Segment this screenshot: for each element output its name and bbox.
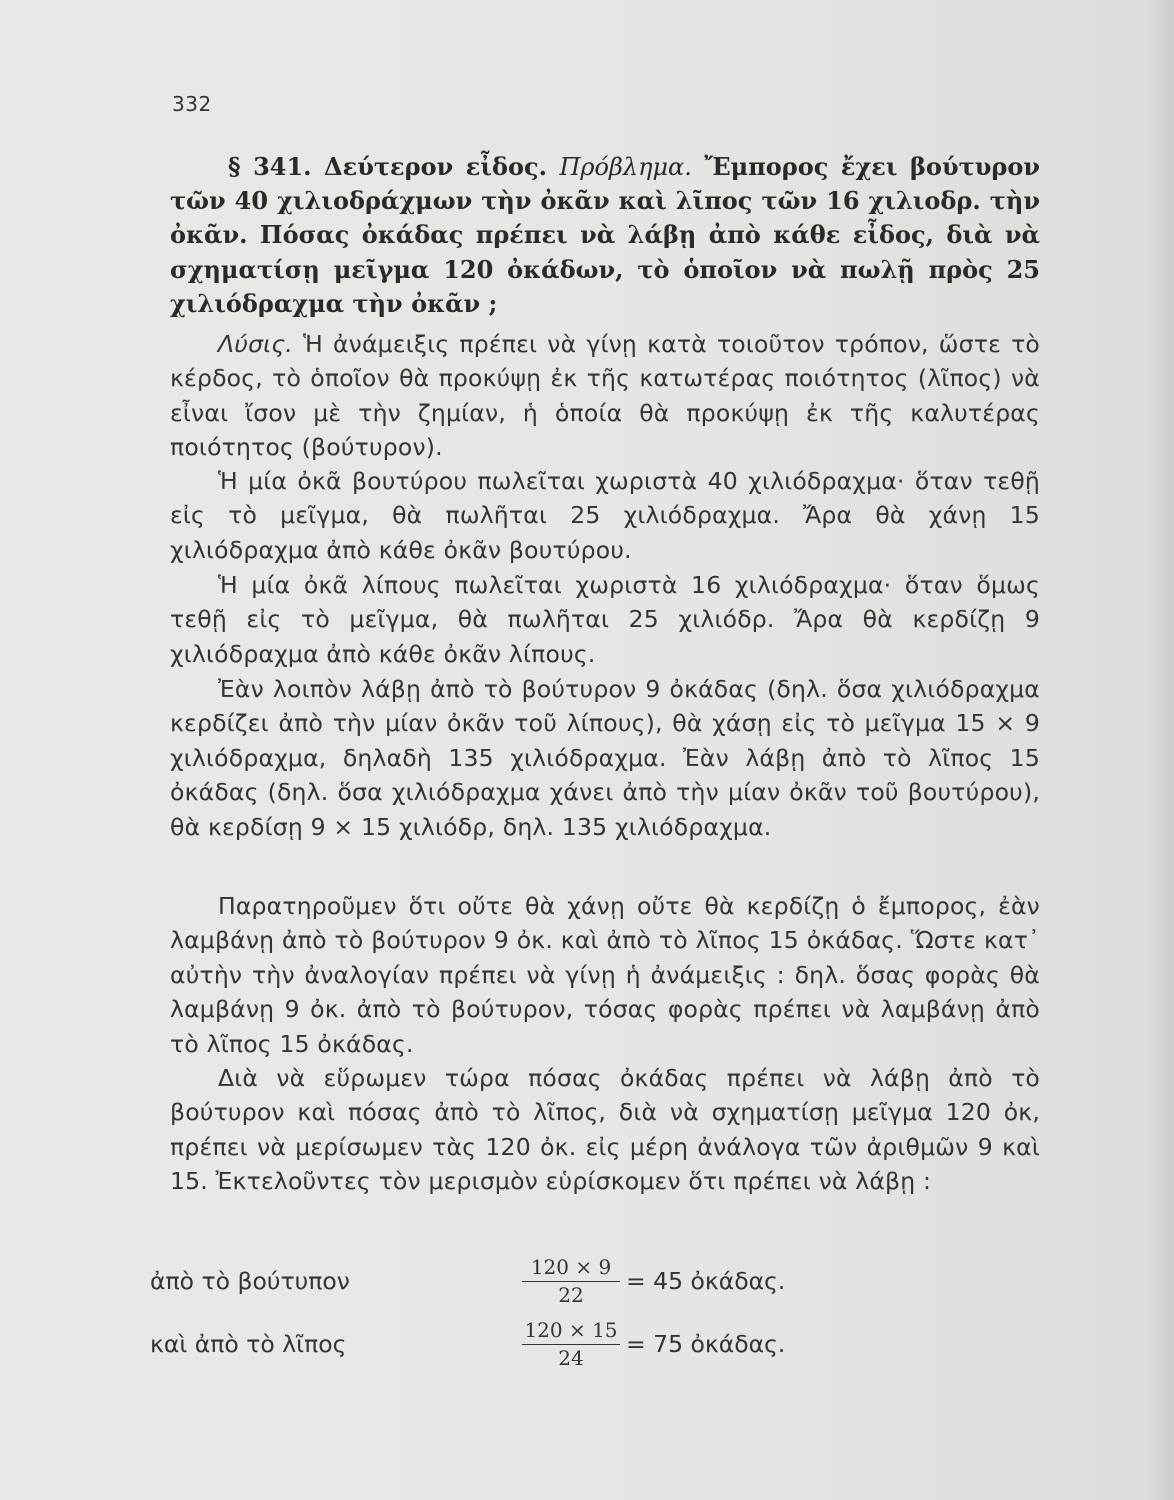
formula-result: = 45 ὀκάδας. xyxy=(626,1267,786,1295)
solution-paragraph-1-text: Ἡ ἀνάμειξις πρέπει νὰ γίνῃ κατὰ τοιοῦτον τρόπον, ὥστε τὸ κέρδος, τὸ ὁποῖον θὰ προκύψῃ ἐκ τῆς κατωτέρας ποιότητος (λῖπος) νὰ εἶναι ἴσον μὲ τὴν ζημίαν, ἡ ὁποία θὰ προκύψῃ ἐκ τῆς καλυτέρας ποιότητος (βούτυρον). xyxy=(170,330,1040,462)
fraction xyxy=(522,1255,620,1308)
problem-label: Πρόβλημα. xyxy=(559,153,692,181)
solution-paragraph-3: Ἡ μία ὀκᾶ λίπους πωλεῖται χωριστὰ 16 χιλιόδραχμα· ὅταν ὅμως τεθῇ εἰς τὸ μεῖγμα, θὰ πωλῆται 25 χιλιόδρ. Ἄρα θὰ κερδίζῃ 9 χιλιόδραχμα ἀπὸ κάθε ὀκᾶν λίπους. xyxy=(170,571,1040,668)
section-heading: § 341. Δεύτερον εἶδος. xyxy=(228,152,547,181)
problem-statement xyxy=(170,150,1040,321)
page-edge-shadow xyxy=(1148,0,1174,1500)
fraction xyxy=(522,1318,620,1371)
solution-paragraph-1 xyxy=(170,327,1040,465)
formula-label: ἀπὸ τὸ βούτυπον xyxy=(150,1267,350,1295)
solution-paragraph-6: Διὰ νὰ εὕρωμεν τώρα πόσας ὀκάδας πρέπει νὰ λάβῃ ἀπὸ τὸ βούτυρον καὶ πόσας ἀπὸ τὸ λῖπος, διὰ νὰ σχηματίσῃ μεῖγμα 120 ὀκ, πρέπει νὰ μερίσωμεν τὰς 120 ὀκ. εἰς μέρη ἀνάλογα τῶν ἀριθμῶν 9 καὶ 15. Ἐκτελοῦντες τὸν μερισμὸν εὑρίσκομεν ὅτι πρέπει νὰ λάβῃ : xyxy=(170,1064,1040,1196)
problem-text: Ἔμπορος ἔχει βούτυρον τῶν 40 χιλιοδράχμων τὴν ὀκᾶν καὶ λῖπος τῶν 16 χιλιοδρ. τὴν ὀκᾶν. Πόσας ὀκάδας πρέπει νὰ λάβῃ ἀπὸ κάθε εἶδος, διὰ νὰ σχηματίσῃ μεῖγμα 120 ὀκάδων, τὸ ὁποῖον νὰ πωλῇ πρὸς 25 χιλιόδραχμα τὴν ὀκᾶν ; xyxy=(170,152,1041,318)
fraction-numerator: 120 × 15 xyxy=(522,1318,620,1345)
fraction-denominator: 24 xyxy=(558,1346,584,1370)
solution-paragraph-5: Παρατηροῦμεν ὅτι οὔτε θὰ χάνῃ οὔτε θὰ κερδίζῃ ὁ ἔμπορος, ἐὰν λαμβάνῃ ἀπὸ τὸ βούτυρον 9 ὀκ. καὶ ἀπὸ τὸ λῖπος 15 ὀκάδας. Ὥστε κατ᾽ αὐτὴν τὴν ἀναλογίαν πρέπει νὰ γίνῃ ἡ ἀνάμειξις : δηλ. ὅσας φορὰς θὰ λαμβάνῃ 9 ὀκ. ἀπὸ τὸ βούτυρον, τόσας φορὰς πρέπει νὰ λαμβάνῃ ἀπὸ τὸ λῖπος 15 ὀκάδας. xyxy=(170,892,1040,1058)
solution-label: Λύσις. xyxy=(218,330,293,358)
formula-fat xyxy=(150,1318,950,1378)
formula-result: = 75 ὀκάδας. xyxy=(626,1330,786,1358)
formula-label: καὶ ἀπὸ τὸ λῖπος xyxy=(150,1330,347,1358)
fraction-numerator: 120 × 9 xyxy=(522,1255,620,1282)
solution-paragraph-2: Ἡ μία ὀκᾶ βουτύρου πωλεῖται χωριστὰ 40 χιλιόδραχμα· ὅταν τεθῇ εἰς τὸ μεῖγμα, θὰ πωλῆται 25 χιλιόδραχμα. Ἄρα θὰ χάνῃ 15 χιλιόδραχμα ἀπὸ κάθε ὀκᾶν βουτύρου. xyxy=(170,467,1040,564)
page-number: 332 xyxy=(172,92,212,116)
formula-butter xyxy=(150,1255,950,1315)
fraction-denominator: 22 xyxy=(558,1283,584,1307)
solution-paragraph-4: Ἐὰν λοιπὸν λάβῃ ἀπὸ τὸ βούτυρον 9 ὀκάδας (δηλ. ὅσα χιλιόδραχμα κερδίζει ἀπὸ τὴν μίαν ὀκᾶν τοῦ λίπους), θὰ χάσῃ εἰς τὸ μεῖγμα 15 × 9 χιλιόδραχμα, δηλαδὴ 135 χιλιόδραχμα. Ἐὰν λάβῃ ἀπὸ τὸ λῖπος 15 ὀκάδας (δηλ. ὅσα χιλιόδραχμα χάνει ἀπὸ τὴν μίαν ὀκᾶν τοῦ βουτύρου), θὰ κερδίσῃ 9 × 15 χιλιόδρ, δηλ. 135 χιλιόδραχμα. xyxy=(170,675,1040,841)
